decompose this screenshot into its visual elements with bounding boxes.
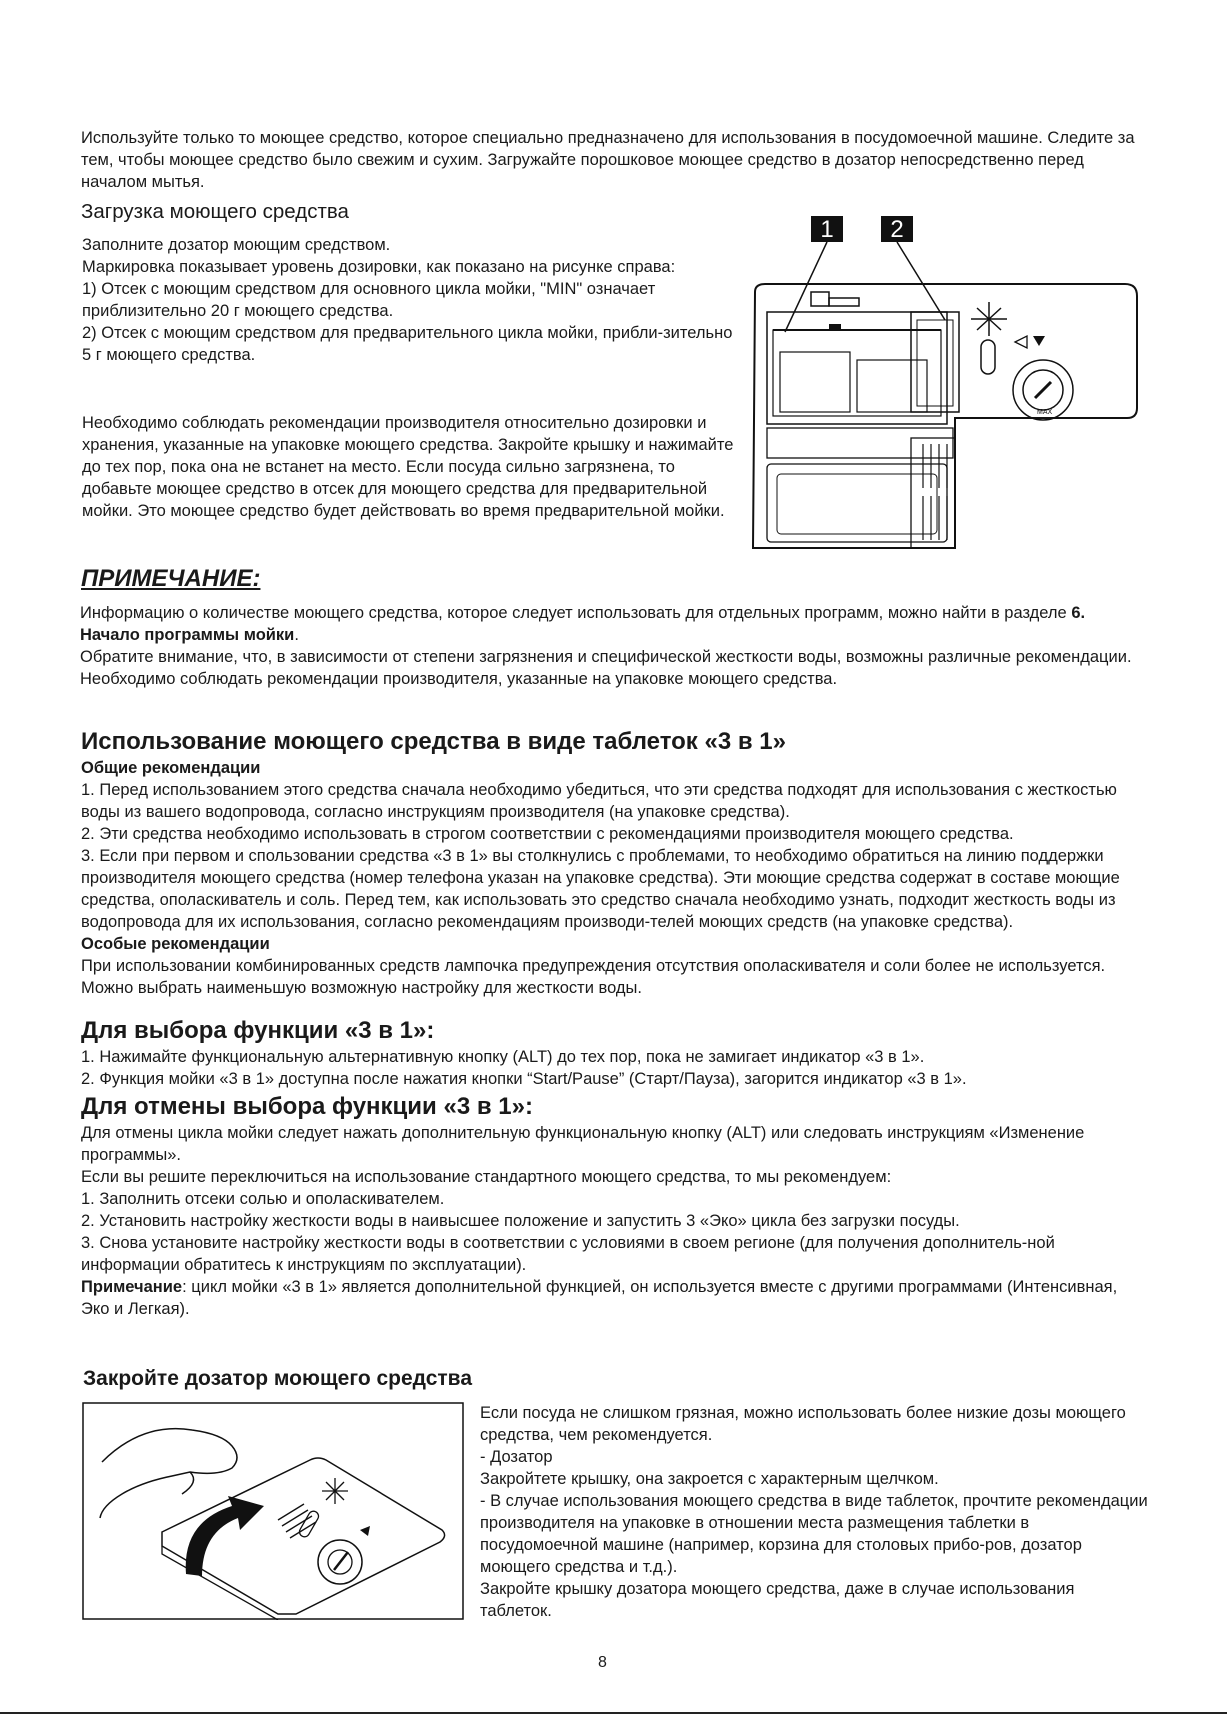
close-arrow-icon [186, 1496, 264, 1576]
loading-para2-text: Необходимо соблюдать рекомендации производителя относительно дозировки и хранения, указанные на упаковке моющего средства. Закройте крышку и нажимайте до тех пор, пока она не встанет на место. Если посуда сильно загрязнена, то добавьте моющее средство в отсек для моющего средства для предварительной мойки. Это моющее средство будет действовать во время предварительной мойки. [82, 414, 734, 520]
label-2: 2 [890, 216, 904, 243]
hand-icon [100, 1429, 237, 1518]
note-p1-post: . [294, 626, 299, 644]
general-item-1: 1. Перед использованием этого средства сначала необходимо убедиться, что эти средства подходят для использования с жесткостью воды из вашего водопровода, согласно инструкциям производителя (на упаковке средства). [81, 781, 1117, 821]
note-paragraph-1 [80, 602, 1145, 646]
cancel-title: Для отмены выбора функции «3 в 1»: [81, 1093, 533, 1120]
note-paragraph-2: Обратите внимание, что, в зависимости от степени загрязнения и специфической жесткости воды, возможны различные рекомендации. [80, 648, 1132, 666]
general-item-3: 3. Если при первом и спользовании средства «3 в 1» вы столкнулись с проблемами, то необходимо обратиться на линию поддержки производителя моющего средства (номер телефона указан на упаковке средства). Эти моющие средства содержат в составе моющие средства, ополаскиватель и соль. Перед тем, как использовать это средство сначала необходимо узнать, подходит жесткость воды из водопровода для их использования, согласно рекомендациям производи-телей моющих средств (на упаковке средства). [81, 847, 1120, 931]
loading-line-2: Маркировка показывает уровень дозировки, как показано на рисунке справа: [82, 258, 676, 276]
close-line-5: Закройте крышку дозатора моющего средства, даже в случае использования таблеток. [480, 1580, 1075, 1620]
detergent-dispenser-figure [745, 212, 1145, 552]
note-p1-pre: Информацию о количестве моющего средства, которое следует использовать для отдельных программ, можно найти в разделе [80, 604, 1072, 622]
loading-instructions [82, 234, 734, 366]
cancel-note-text: : цикл мойки «3 в 1» является дополнительной функцией, он используется вместе с другими программами (Интенсивная, Эко и Легкая). [81, 1278, 1118, 1318]
loading-line-1: Заполните дозатор моющим средством. [82, 236, 391, 254]
loading-line-4: 2) Отсек с моющим средством для предварительного цикла мойки, прибли-зительно 5 г моющего средства. [82, 324, 733, 364]
page-number: 8 [598, 1654, 607, 1671]
footer-rule [0, 1712, 1227, 1714]
close-line-3: Закройтете крышку, она закроется с характерным щелчком. [480, 1470, 939, 1488]
cancel-line-3: 1. Заполнить отсеки солью и ополаскивателем. [81, 1190, 445, 1208]
special-recommendations-title: Особые рекомендации [81, 935, 270, 953]
general-item-2: 2. Эти средства необходимо использовать в строгом соответствии с рекомендациями производителя моющего средства. [81, 825, 1014, 843]
select-title: Для выбора функции «3 в 1»: [81, 1017, 435, 1044]
cancel-note [81, 1276, 1146, 1320]
special-text: При использовании комбинированных средств лампочка предупреждения отсутствия ополаскивателя и соли более не используется. Можно выбрать наименьшую возможную настройку для жесткости воды. [81, 957, 1106, 997]
close-title: Закройте дозатор моющего средства [83, 1367, 472, 1390]
select-line-2: 2. Функция мойки «3 в 1» доступна после нажатия кнопки “Start/Pause” (Старт/Пауза), загорится индикатор «3 в 1». [81, 1070, 967, 1088]
note-body [80, 602, 1145, 690]
tablets-title: Использование моющего средства в виде таблеток «3 в 1» [81, 728, 786, 755]
intro-paragraph [81, 127, 1141, 193]
cancel-line-4: 2. Установить настройку жесткости воды в наивысшее положение и запустить 3 «Эко» цикла без загрузки посуды. [81, 1212, 960, 1230]
general-recommendations-title: Общие рекомендации [81, 759, 261, 777]
close-body [480, 1402, 1148, 1622]
dial-max-label: MAX [1037, 409, 1053, 416]
rinse-aid-sun-icon [971, 302, 1007, 336]
cancel-line-1: Для отмены цикла мойки следует нажать дополнительную функциональную кнопку (ALT) или следовать инструкциям «Изменение программы». [81, 1124, 1085, 1164]
close-line-4: - В случае использования моющего средства в виде таблеток, прочтите рекомендации производителя на упаковке в отношении места размещения таблетки в посудомоечной машине (например, корзина для столовых прибо-ров, дозатор моющего средства и т.д.). [480, 1492, 1148, 1576]
cancel-body [81, 1122, 1146, 1320]
cancel-line-5: 3. Снова установите настройку жесткости воды в соответствии с условиями в своем регионе (для получения дополнитель-ной информации обратитесь к инструкциям по эксплуатации). [81, 1234, 1055, 1274]
loading-paragraph-2 [82, 412, 734, 522]
loading-title: Загрузка моющего средства [81, 200, 349, 223]
cancel-note-label: Примечание [81, 1278, 183, 1296]
select-body [81, 1046, 1146, 1090]
note-section-ref: 6. Начало программы мойки [80, 604, 1086, 644]
note-paragraph-3: Необходимо соблюдать рекомендации производителя, указанные на упаковке моющего средства. [80, 670, 838, 688]
loading-line-3: 1) Отсек с моющим средством для основного цикла мойки, "MIN" означает приблизительно 20 г моющего средства. [82, 280, 656, 320]
close-line-2: - Дозатор [480, 1448, 553, 1466]
tablets-body [81, 757, 1141, 999]
label-1: 1 [820, 216, 834, 243]
note-title: ПРИМЕЧАНИЕ: [81, 565, 261, 592]
rinse-aid-sun-small-icon [322, 1478, 348, 1504]
cancel-line-2: Если вы решите переключиться на использование стандартного моющего средства, то мы рекомендуем: [81, 1168, 892, 1186]
select-line-1: 1. Нажимайте функциональную альтернативную кнопку (ALT) до тех пор, пока не замигает индикатор «3 в 1». [81, 1048, 925, 1066]
close-line-1: Если посуда не слишком грязная, можно использовать более низкие дозы моющего средства, чем рекомендуется. [480, 1404, 1126, 1444]
closing-dispenser-figure [82, 1402, 464, 1620]
intro-text: Используйте только то моющее средство, которое специально предназначено для использования в посудомоечной машине. Следите за тем, чтобы моющее средство было свежим и сухим. Загружайте порошковое моющее средство в дозатор непосредственно перед началом мытья. [81, 129, 1135, 191]
